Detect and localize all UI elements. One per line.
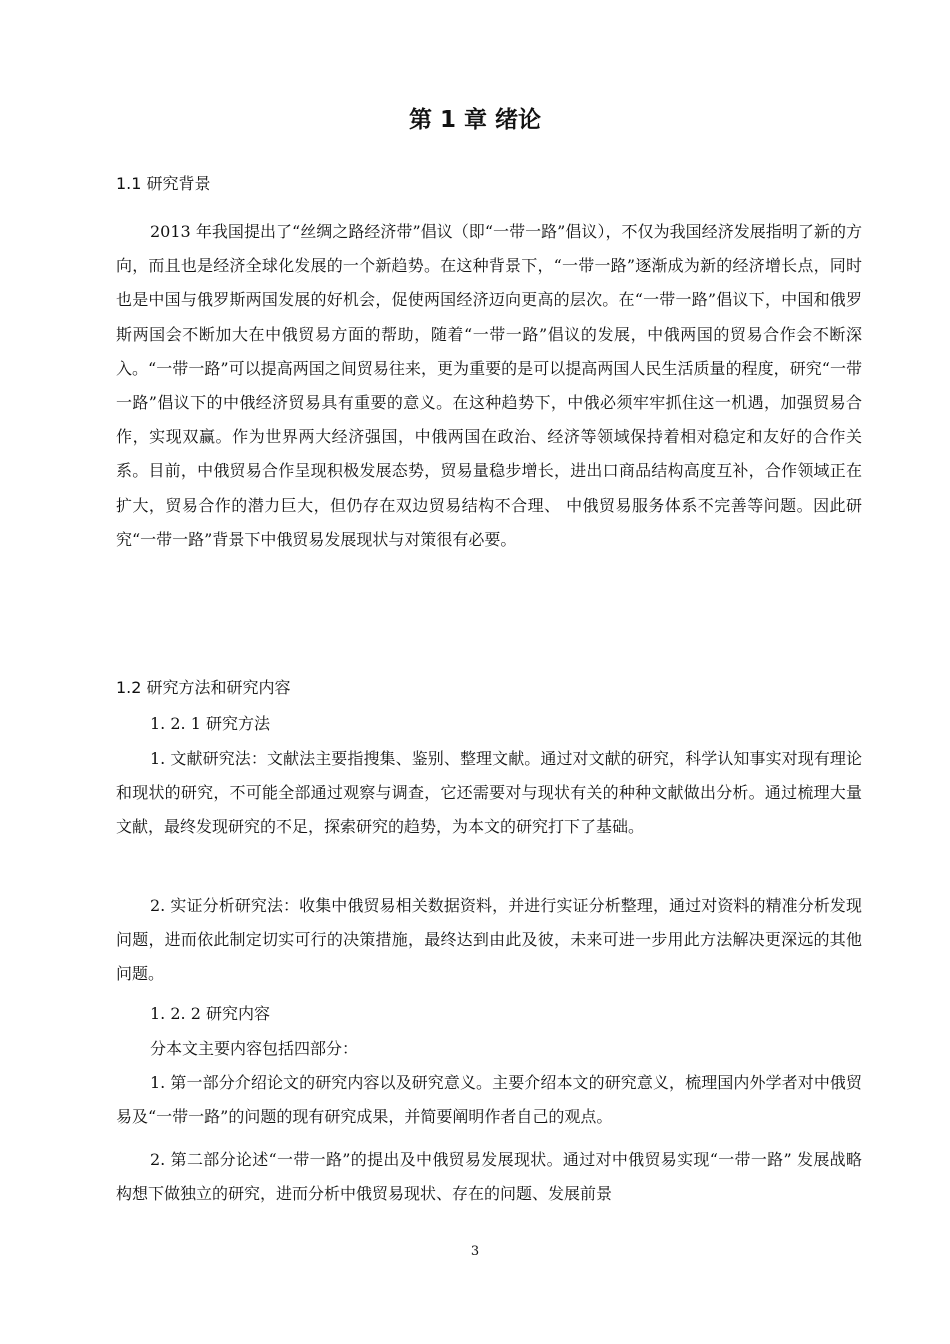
method-empirical-paragraph: 2. 实证分析研究法：收集中俄贸易相关数据资料，并进行实证分析整理，通过对资料的精准分析发现问题，进而依此制定切实可行的决策措施，最终达到由此及彼，未来可进一步用此方法解决更深远的其他问题。	[116, 896, 862, 984]
method-literature-paragraph: 1. 文献研究法：文献法主要指搜集、鉴别、整理文献。通过对文献的研究，科学认知事实对现有理论和现状的研究，不可能全部通过观察与调查，它还需要对与现状有关的种种文献做出分析。通过梳理大量文献，最终发现研究的不足，探索研究的趋势，为本文的研究打下了基础。	[116, 749, 862, 837]
chapter-title: 第 1 章 绪论	[408, 107, 542, 133]
page-number: 3	[470, 1244, 480, 1259]
section-heading-1-2: 1.2 研究方法和研究内容	[116, 678, 291, 697]
subsection-heading-content: 1. 2. 2 研究内容	[150, 1004, 270, 1023]
content-part-1-paragraph: 1. 第一部分介绍论文的研究内容以及研究意义。主要介绍本文的研究意义，梳理国内外学者对中俄贸易及“一带一路”的问题的现有研究成果，并简要阐明作者自己的观点。	[116, 1073, 862, 1127]
content-part-2-paragraph: 2. 第二部分论述“一带一路”的提出及中俄贸易发展现状。通过对中俄贸易实现“一带一路” 发展战略构想下做独立的研究，进而分析中俄贸易现状、存在的问题、发展前景	[116, 1150, 862, 1204]
subsection-heading-methods: 1. 2. 1 研究方法	[150, 714, 270, 733]
background-paragraph: 2013 年我国提出了“丝绸之路经济带”倡议（即“一带一路”倡议），不仅为我国经济发展指明了新的方向，而且也是经济全球化发展的一个新趋势。在这种背景下，“一带一路”逐渐成为新的经济增长点，同时也是中国与俄罗斯两国发展的好机会，促使两国经济迈向更高的层次。在“一带一路”倡议下，中国和俄罗斯两国会不断加大在中俄贸易方面的帮助，随着“一带一路”倡议的发展，中俄两国的贸易合作会不断深入。“一带一路”可以提高两国之间贸易往来，更为重要的是可以提高两国人民生活质量的程度，研究“一带一路”倡议下的中俄经济贸易具有重要的意义。在这种趋势下，中俄必须牢牢抓住这一机遇，加强贸易合作，实现双赢。作为世界两大经济强国，中俄两国在政治、经济等领域保持着相对稳定和友好的合作关系。目前，中俄贸易合作呈现积极发展态势，贸易量稳步增长，进出口商品结构高度互补，合作领域正在扩大，贸易合作的潜力巨大，但仍存在双边贸易结构不合理、 中俄贸易服务体系不完善等问题。因此研究“一带一路”背景下中俄贸易发展现状与对策很有必要。	[116, 222, 862, 549]
content-intro-paragraph: 分本文主要内容包括四部分：	[150, 1039, 359, 1058]
section-heading-1-1: 1.1 研究背景	[116, 174, 211, 193]
